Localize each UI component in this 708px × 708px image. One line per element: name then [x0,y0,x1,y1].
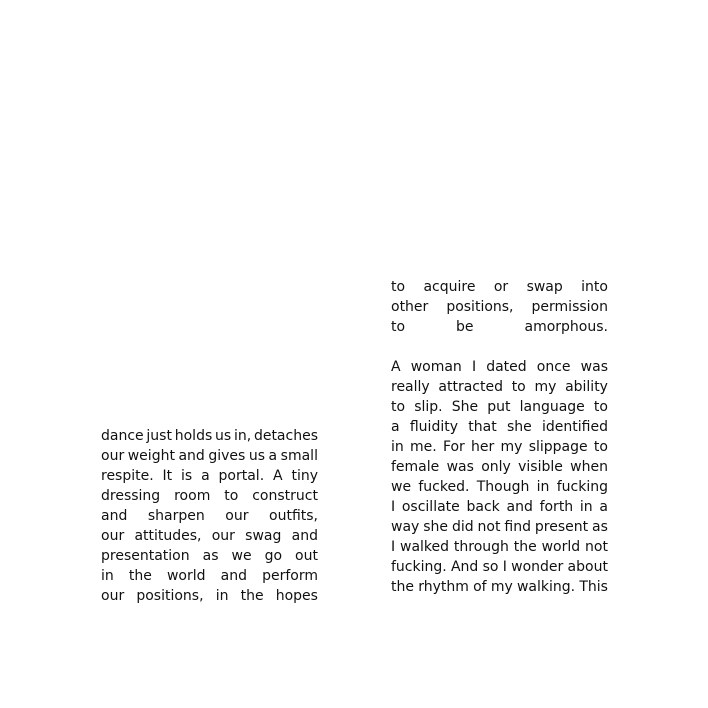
word: A [391,359,401,375]
word: and [178,448,205,464]
text-line [391,517,608,537]
word: through [453,539,509,555]
word: weight [127,448,175,464]
text-line [101,426,318,446]
word: rhythm [418,579,469,595]
word: so [482,559,499,575]
word: not [477,519,501,535]
word: us [215,428,232,444]
word: our [225,508,249,524]
word: construct [252,488,318,504]
text-line [101,466,318,486]
word: to [511,379,526,395]
word: detaches [253,428,318,444]
word: And [450,559,479,575]
word: her [471,439,495,455]
word: only [481,459,511,475]
word: walked [400,539,450,555]
word: wonder [511,559,564,575]
word: and [506,499,533,515]
word: not [585,539,608,555]
word: a [201,468,210,484]
word: in [579,499,593,515]
word: It [162,468,173,484]
word: to [391,399,406,415]
paragraph-2 [391,357,608,597]
word: fucked. [418,479,470,495]
word: present [534,519,589,535]
paragraph-1 [391,277,608,337]
word: hopes [275,588,318,604]
word: world [541,539,581,555]
word: a [599,499,608,515]
text-line [391,537,608,557]
word: as [202,548,219,564]
paragraph-gap [391,337,608,357]
word: in [536,479,550,495]
text-line [101,506,318,526]
text-line [391,297,608,317]
word: us [248,448,266,464]
text-line [391,577,608,597]
word: I [391,499,396,515]
word: we [231,548,252,564]
word: in [391,439,404,455]
word: I [502,559,507,575]
word: my [490,579,513,595]
word: our [101,528,125,544]
word: our [101,588,125,604]
word: the [391,579,414,595]
word: swap [526,279,563,295]
word: the [128,568,152,584]
word: woman [410,359,462,375]
word: into [581,279,608,295]
text-line [101,526,318,546]
word: about [567,559,608,575]
word: our [101,448,125,464]
word: slip. [414,399,443,415]
word: gives [208,448,246,464]
text-line [101,546,318,566]
word: really [391,379,430,395]
text-line [391,557,608,577]
word: She [451,399,479,415]
word: once [536,359,571,375]
word: the [240,588,264,604]
word: fucking. [391,559,447,575]
word: be [456,319,474,335]
word: fluidity [409,419,458,435]
word: identified [542,419,608,435]
word: fucking [556,479,608,495]
word: dated [486,359,527,375]
word: amorphous. [524,319,608,335]
text-line [391,377,608,397]
word: or [493,279,509,295]
word: that [468,419,497,435]
word: to [391,279,406,295]
word: back [466,499,500,515]
text-line [391,477,608,497]
word: slippage [528,439,588,455]
word: when [570,459,608,475]
word: perform [262,568,318,584]
word: did [451,519,474,535]
word: in, [233,428,252,444]
word: Though [476,479,530,495]
text-line [391,277,608,297]
word: positions, [446,299,514,315]
word: the [513,539,537,555]
word: swag [245,528,282,544]
text-line [391,417,608,437]
word: visible [518,459,563,475]
word: dance [101,428,144,444]
text-line [391,317,608,337]
word: to [593,399,608,415]
word: and [101,508,128,524]
word: in [215,588,229,604]
text-line [101,586,318,606]
word: room [174,488,211,504]
word: is [181,468,193,484]
text-line [391,357,608,377]
word: she [506,419,532,435]
text-line [391,397,608,417]
left-text-column [101,426,318,606]
word: as [592,519,608,535]
word: a [268,448,278,464]
word: was [580,359,608,375]
word: we [391,479,412,495]
text-line [391,437,608,457]
text-line [101,446,318,466]
word: way [391,519,420,535]
text-line [391,497,608,517]
word: me. [410,439,437,455]
word: and [291,528,318,544]
word: presentation [101,548,190,564]
word: tiny [291,468,318,484]
text-line [391,457,608,477]
word: permission [531,299,608,315]
text-line [101,566,318,586]
word: attitudes, [134,528,202,544]
word: language [519,399,585,415]
word: find [504,519,531,535]
word: world [166,568,206,584]
word: A [273,468,283,484]
word: female [391,459,440,475]
word: sharpen [147,508,205,524]
word: just [146,428,172,444]
word: attracted [438,379,503,395]
word: outfits, [269,508,318,524]
text-line [101,486,318,506]
word: was [446,459,474,475]
word: dressing [101,488,161,504]
word: my [500,439,523,455]
word: other [391,299,429,315]
word: portal. [218,468,265,484]
word: respite. [101,468,154,484]
word: put [487,399,511,415]
word: to [224,488,239,504]
word: go [264,548,283,564]
word: and [220,568,247,584]
word: walking. [516,579,576,595]
word: to [593,439,608,455]
word: in [101,568,114,584]
word: I [391,539,396,555]
word: For [442,439,465,455]
word: small [280,448,318,464]
word: forth [539,499,574,515]
word: positions, [136,588,204,604]
word: my [534,379,557,395]
word: acquire [423,279,476,295]
word: our [211,528,235,544]
word: I [471,359,477,375]
right-text-column [391,277,608,597]
word: she [423,519,449,535]
word: This [579,579,608,595]
word: ability [565,379,608,395]
word: of [473,579,487,595]
word: oscillate [401,499,460,515]
word: holds [174,428,213,444]
word: a [391,419,400,435]
word: to [391,319,406,335]
word: out [295,548,318,564]
